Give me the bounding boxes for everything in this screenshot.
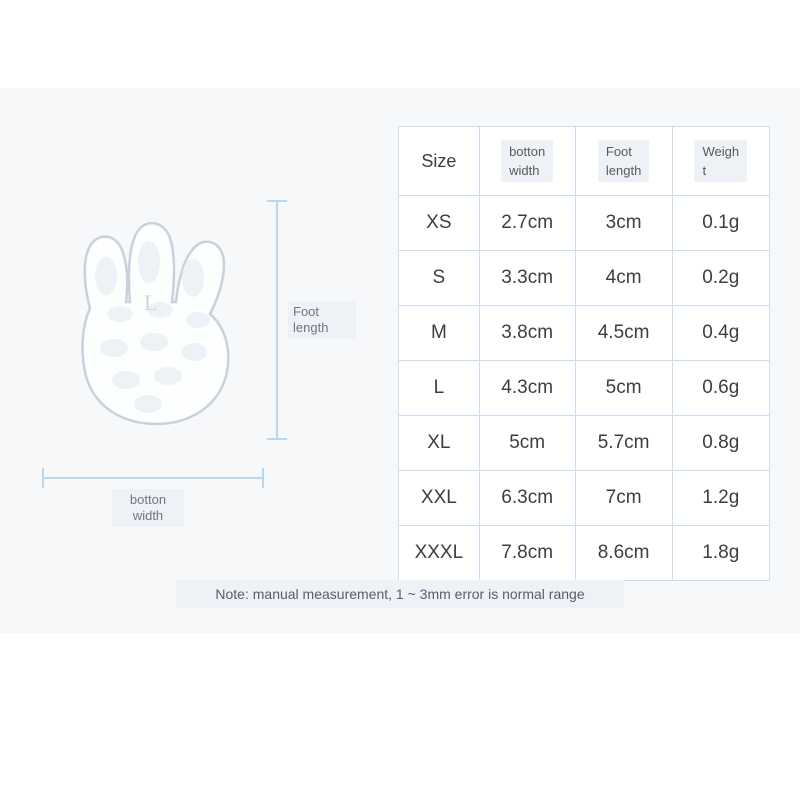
bottom-width-label-line2: width: [132, 508, 164, 523]
header-weight-text: [694, 140, 747, 182]
cell-size: S: [399, 251, 480, 306]
cell-weight: 0.4g: [672, 306, 769, 361]
table-body: [399, 196, 770, 581]
header-foot-length-text: [598, 140, 649, 182]
cell-foot-length: 4.5cm: [575, 306, 672, 361]
cell-weight: 0.2g: [672, 251, 769, 306]
cell-bottom-width: 7.8cm: [479, 526, 575, 581]
cell-foot-length: 7cm: [575, 471, 672, 526]
table-header-row: [399, 127, 770, 196]
table-row: [399, 361, 770, 416]
header-size: Size: [399, 127, 480, 196]
header-weight-line2: t: [698, 161, 710, 180]
header-foot-length: [575, 127, 672, 196]
header-weight-line1: Weigh: [698, 142, 743, 161]
cell-bottom-width: 5cm: [479, 416, 575, 471]
cell-weight: 0.1g: [672, 196, 769, 251]
cell-weight: 0.6g: [672, 361, 769, 416]
cell-bottom-width: 4.3cm: [479, 361, 575, 416]
cell-size: L: [399, 361, 480, 416]
cell-weight: 1.2g: [672, 471, 769, 526]
cell-bottom-width: 2.7cm: [479, 196, 575, 251]
size-table: [398, 126, 770, 581]
cell-foot-length: 5.7cm: [575, 416, 672, 471]
header-bottom-width: [479, 127, 575, 196]
cell-weight: 0.8g: [672, 416, 769, 471]
cell-bottom-width: 3.8cm: [479, 306, 575, 361]
table-row: [399, 306, 770, 361]
cell-foot-length: 8.6cm: [575, 526, 672, 581]
header-bottom-width-line1: botton: [505, 142, 549, 161]
table-row: [399, 471, 770, 526]
foot-length-measure-line: [276, 200, 278, 440]
foot-length-label-line1: Foot: [293, 304, 320, 319]
header-bottom-width-text: [501, 140, 553, 182]
cell-foot-length: 5cm: [575, 361, 672, 416]
table-row: [399, 196, 770, 251]
table-header: [399, 127, 770, 196]
bottom-width-label-line1: botton: [129, 492, 167, 507]
table-row: [399, 526, 770, 581]
table-row: [399, 251, 770, 306]
bottom-width-measure-label: [112, 489, 184, 527]
table-row: [399, 416, 770, 471]
bottom-width-measure-line: [42, 477, 264, 479]
foot-length-label-line2: length: [293, 320, 329, 335]
paw-diagram: [30, 105, 360, 545]
header-weight: [672, 127, 769, 196]
header-foot-length-line1: Foot: [602, 142, 636, 161]
cell-size: XXXL: [399, 526, 480, 581]
measurement-note: Note: manual measurement, 1 ~ 3mm error is normal range: [176, 580, 624, 608]
cell-weight: 1.8g: [672, 526, 769, 581]
cell-bottom-width: 6.3cm: [479, 471, 575, 526]
cell-bottom-width: 3.3cm: [479, 251, 575, 306]
cell-size: XXL: [399, 471, 480, 526]
header-bottom-width-line2: width: [505, 161, 543, 180]
foot-length-measure-label: [288, 301, 356, 339]
paw-size-letter: L: [144, 290, 159, 315]
cell-foot-length: 4cm: [575, 251, 672, 306]
cell-foot-length: 3cm: [575, 196, 672, 251]
paw-shape: [48, 190, 258, 440]
cell-size: M: [399, 306, 480, 361]
header-foot-length-line2: length: [602, 161, 645, 180]
cell-size: XS: [399, 196, 480, 251]
cell-size: XL: [399, 416, 480, 471]
